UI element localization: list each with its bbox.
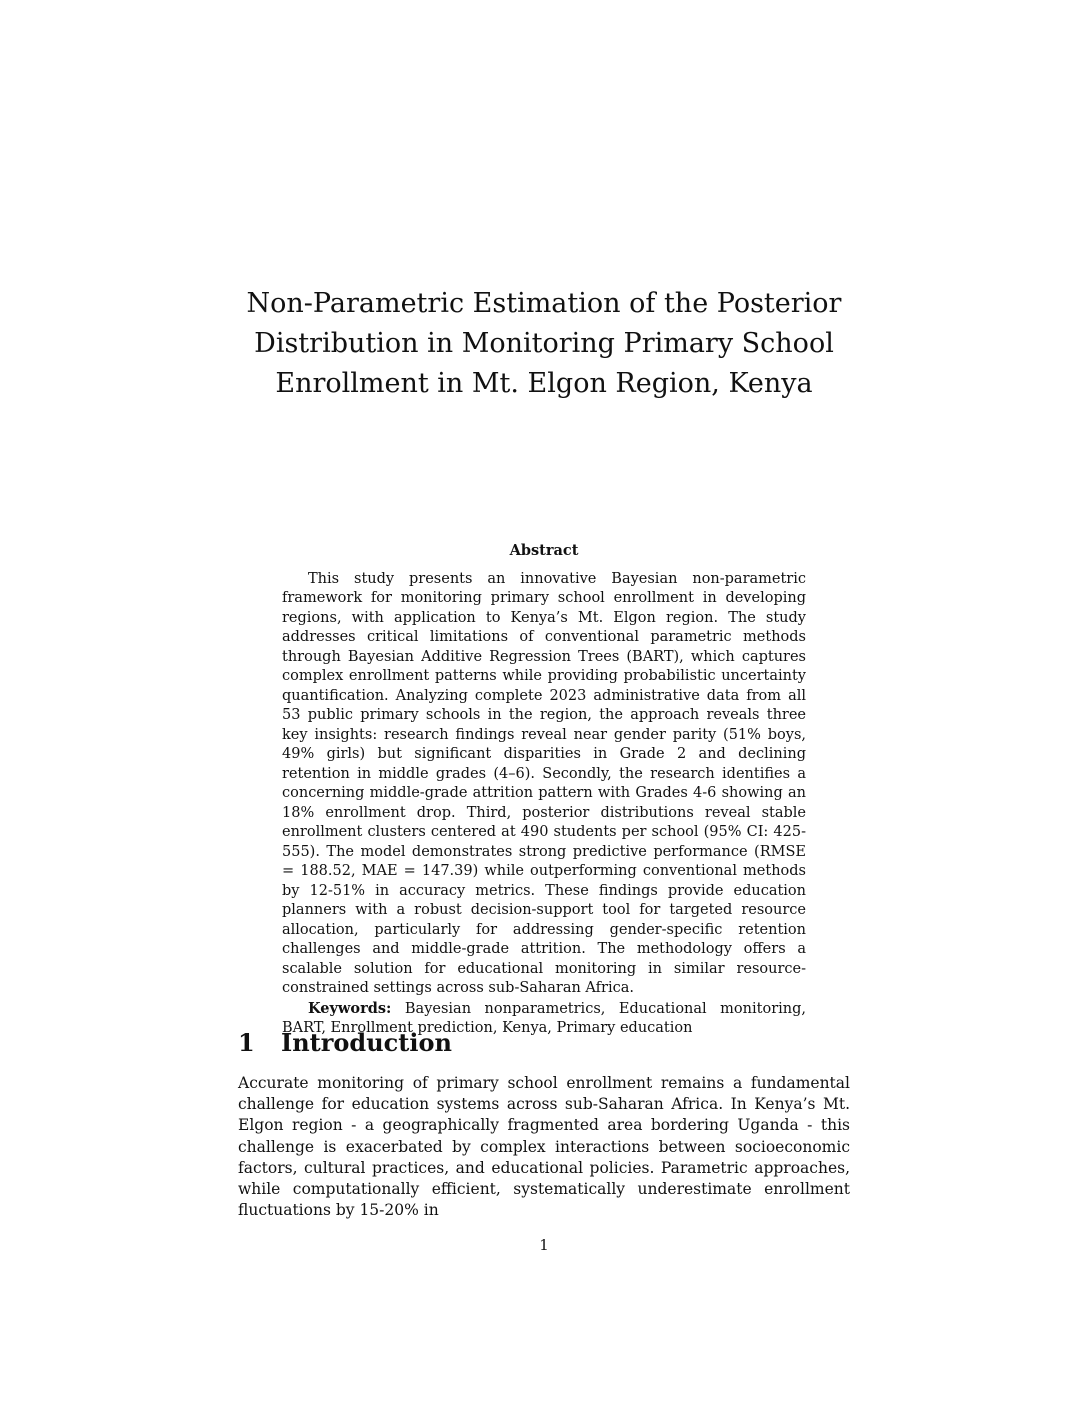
title-line-2: Distribution in Monitoring Primary School	[254, 328, 834, 359]
page-number: 1	[539, 1236, 549, 1254]
section-body: Accurate monitoring of primary school enrollment remains a fundamental challenge for education systems across sub-Saharan Africa. In Kenya’s Mt. Elgon region - a geographically fragmented area bordering Uganda - this challenge is exacerbated by complex interactions between socioeconomic factors, cultural practices, and educational policies. Parametric approaches, while computationally efficient, systematically underestimate enrollment fluctuations by 15-20% in	[238, 1074, 850, 1220]
abstract-heading: Abstract	[509, 542, 579, 559]
section-heading	[238, 1027, 850, 1059]
keywords-text: Bayesian nonparametrics, Educational monitoring, BART, Enrollment prediction, Kenya, Primary education	[282, 1000, 806, 1036]
section-number: 1	[238, 1028, 255, 1057]
section-title: Introduction	[281, 1028, 452, 1057]
title-line-3: Enrollment in Mt. Elgon Region, Kenya	[275, 368, 813, 399]
keywords-label: Keywords:	[308, 999, 392, 1017]
abstract-body: This study presents an innovative Bayesian non-parametric framework for monitoring primary school enrollment in developing regions, with application to Kenya’s Mt. Elgon region. The study addresses critical limitations of conventional parametric methods through Bayesian Additive Regression Trees (BART), which captures complex enrollment patterns while providing probabilistic uncertainty quantification. Analyzing complete 2023 administrative data from all 53 public primary schools in the region, the approach reveals three key insights: research findings reveal near gender parity (51% boys, 49% girls) but significant disparities in Grade 2 and declining retention in middle grades (4–6). Secondly, the research identifies a concerning middle-grade attrition pattern with Grades 4-6 showing an 18% enrollment drop. Third, posterior distributions reveal stable enrollment clusters centered at 490 students per school (95% CI: 425-555). The model demonstrates strong predictive performance (RMSE = 188.52, MAE = 147.39) while outperforming conventional methods by 12-51% in accuracy metrics. These findings provide education planners with a robust decision-support tool for targeted resource allocation, particularly for addressing gender-specific retention challenges and middle-grade attrition. The methodology offers a scalable solution for educational monitoring in similar resource-constrained settings across sub-Saharan Africa.	[282, 570, 806, 996]
abstract-block	[282, 541, 806, 1039]
title-line-1: Non-Parametric Estimation of the Posterior	[246, 288, 842, 319]
paper-title	[240, 284, 848, 404]
